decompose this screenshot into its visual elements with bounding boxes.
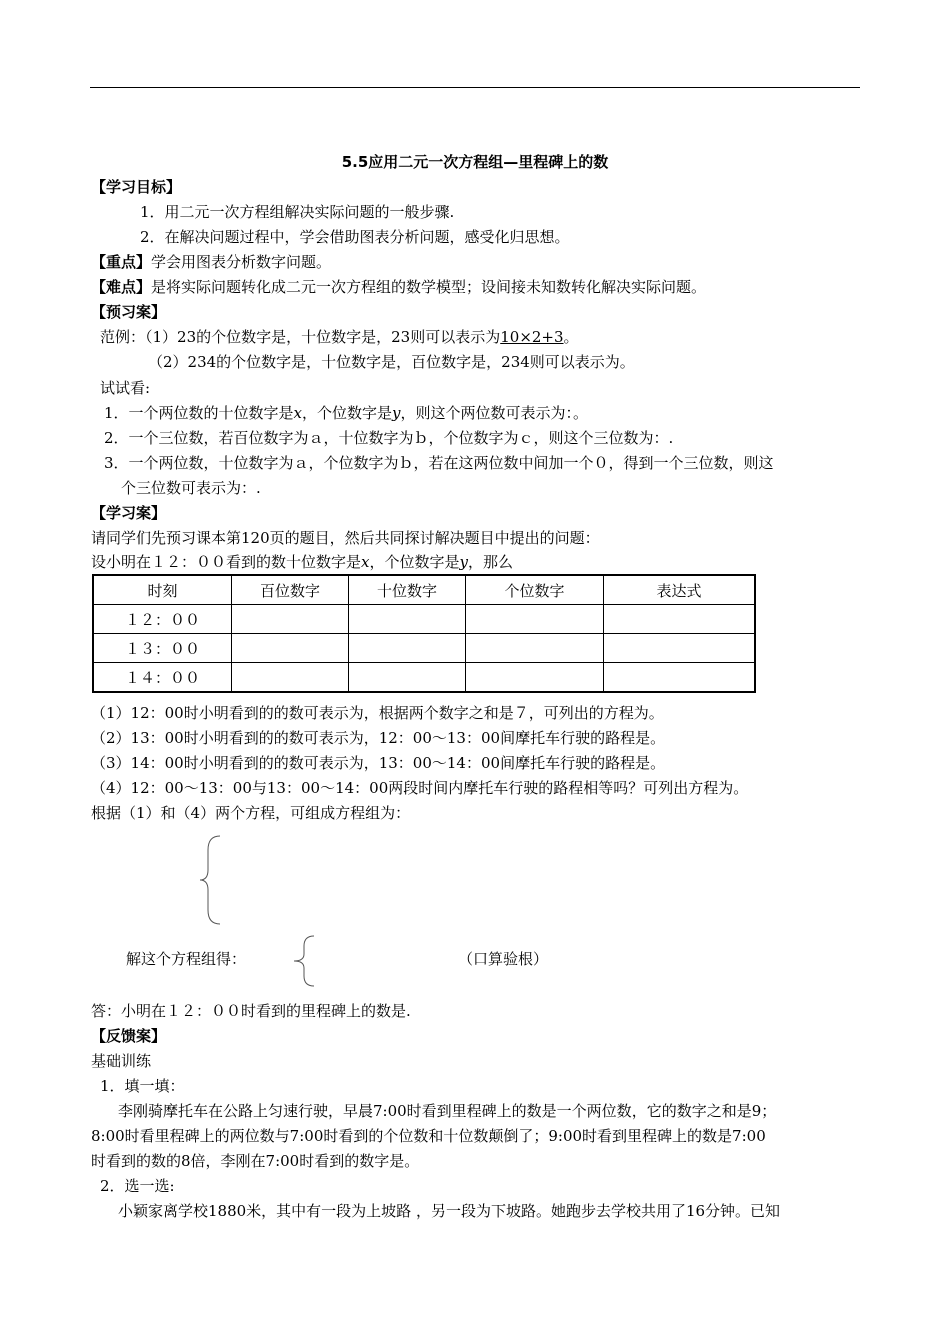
system-intro: 根据（1）和（4）两个方程，可组成方程组为： xyxy=(91,804,411,822)
example-1 xyxy=(100,327,579,347)
q1-text-c: ，则这个两位数可表示为：。 xyxy=(400,404,589,422)
table-cell[interactable] xyxy=(232,605,349,634)
table-cell[interactable] xyxy=(466,634,604,663)
page-title: 5.5应用二元一次方程组—里程碑上的数 xyxy=(341,153,609,171)
row-time-1400: １４：００ xyxy=(93,663,232,693)
basic-training: 基础训练 xyxy=(91,1052,152,1070)
milestone-table xyxy=(92,574,756,693)
fill-line-1: 李刚骑摩托车在公路上匀速行驶，早晨7:00时看到里程碑上的数是一个两位数，它的数字之和是9； xyxy=(118,1102,777,1120)
setup-var-x: x xyxy=(361,553,370,571)
row-time-1300: １３：００ xyxy=(93,634,232,663)
solution-brace xyxy=(290,934,320,988)
table-cell[interactable] xyxy=(466,605,604,634)
step-2: （2）13：00时小明看到的的数可表示为，12：00～13：00间摩托车行驶的路程是。 xyxy=(91,729,666,747)
header-expression: 表达式 xyxy=(604,575,756,605)
preview-question-1 xyxy=(104,403,588,423)
table-cell[interactable] xyxy=(604,634,756,663)
q1-var-y: y xyxy=(392,404,401,422)
choose-label: 2．选一选: xyxy=(100,1177,175,1195)
table-cell[interactable] xyxy=(604,605,756,634)
difficulty-text: 是将实际问题转化成二元一次方程组的数学模型；设间接未知数转化解决实际问题。 xyxy=(151,278,707,296)
table-header-row xyxy=(93,575,755,605)
example-1-text: 范例：（1）23的个位数字是，十位数字是，23则可以表示为 xyxy=(100,328,501,346)
choose-line-1: 小颖家离学校1880米，其中有一段为上坡路 ，另一段为下坡路。她跑步去学校共用了16分钟。已知 xyxy=(118,1202,781,1220)
setup-text-b: ，个位数字是 xyxy=(369,553,460,571)
study-intro: 请同学们先预习课本第120页的题目，然后共同探讨解决题目中提出的问题： xyxy=(91,529,600,547)
q1-text-a: 1．一个两位数的十位数字是 xyxy=(104,404,294,422)
setup-text-c: ，那么 xyxy=(467,553,513,571)
table-cell[interactable] xyxy=(349,605,466,634)
table-row xyxy=(93,634,755,663)
row-time-1200: １２：００ xyxy=(93,605,232,634)
goal-item-1: 1．用二元一次方程组解决实际问题的一般步骤. xyxy=(140,203,455,221)
answer-line: 答：小明在１２：００时看到的里程碑上的数是. xyxy=(91,1002,411,1020)
difficulty xyxy=(91,277,706,297)
q1-text-b: ，个位数字是 xyxy=(302,404,393,422)
header-hundreds: 百位数字 xyxy=(232,575,349,605)
example-2: （2）234的个位数字是，十位数字是，百位数字是，234则可以表示为。 xyxy=(148,353,635,371)
header-tens: 十位数字 xyxy=(349,575,466,605)
q1-var-x: x xyxy=(293,404,303,422)
table-row xyxy=(93,663,755,693)
preview-question-2: 2．一个三位数，若百位数字为ａ，十位数字为ｂ，个位数字为ｃ，则这个三位数为：. xyxy=(104,429,674,447)
table-row xyxy=(93,605,755,634)
table-cell[interactable] xyxy=(232,663,349,693)
check-label: （口算验根） xyxy=(458,950,549,968)
preview-question-3-line2: 个三位数可表示为：. xyxy=(121,479,261,497)
fill-line-2: 8:00时看里程碑上的两位数与7:00时看到的个位数和十位数颠倒了；9:00时看到里程碑上的数是7:00 xyxy=(91,1127,766,1145)
table-cell[interactable] xyxy=(466,663,604,693)
header-rule xyxy=(90,87,860,88)
step-4: （4）12：00～13：00与13：00～14：00两段时间内摩托车行驶的路程相等吗？可列出方程为。 xyxy=(91,779,749,797)
study-setup xyxy=(91,552,513,572)
difficulty-label: 【难点】 xyxy=(91,278,152,296)
header-time: 时刻 xyxy=(93,575,232,605)
equation-system-brace xyxy=(198,834,226,926)
table-cell[interactable] xyxy=(349,663,466,693)
example-1-answer: 10×2+3 xyxy=(500,328,564,346)
study-heading: 【学习案】 xyxy=(91,504,167,522)
key-point xyxy=(91,252,331,272)
preview-question-3-line1: 3．一个两位数，十位数字为ａ，个位数字为ｂ，若在这两位数中间加一个０，得到一个三位数，则这 xyxy=(104,454,774,472)
goal-item-2: 2．在解决问题过程中，学会借助图表分析问题，感受化归思想。 xyxy=(140,228,570,246)
solve-label: 解这个方程组得： xyxy=(126,950,247,968)
step-1: （1）12：00时小明看到的的数可表示为，根据两个数字之和是７，可列出的方程为。 xyxy=(91,704,664,722)
step-3: （3）14：00时小明看到的的数可表示为，13：00～14：00间摩托车行驶的路程是。 xyxy=(91,754,666,772)
try-label: 试试看: xyxy=(100,379,151,397)
feedback-heading: 【反馈案】 xyxy=(91,1027,167,1045)
preview-heading: 【预习案】 xyxy=(91,303,167,321)
goals-heading: 【学习目标】 xyxy=(91,178,182,196)
key-point-label: 【重点】 xyxy=(91,253,152,271)
fill-line-3: 时看到的数的8倍，李刚在7:00时看到的数字是。 xyxy=(91,1152,420,1170)
table-cell[interactable] xyxy=(604,663,756,693)
setup-var-y: y xyxy=(459,553,468,571)
example-1-suffix: 。 xyxy=(563,328,579,346)
key-point-text: 学会用图表分析数字问题。 xyxy=(151,253,332,271)
table-cell[interactable] xyxy=(349,634,466,663)
table-cell[interactable] xyxy=(232,634,349,663)
header-ones: 个位数字 xyxy=(466,575,604,605)
setup-text-a: 设小明在１２：００看到的数十位数字是 xyxy=(91,553,362,571)
fill-label: 1．填一填： xyxy=(100,1077,185,1095)
